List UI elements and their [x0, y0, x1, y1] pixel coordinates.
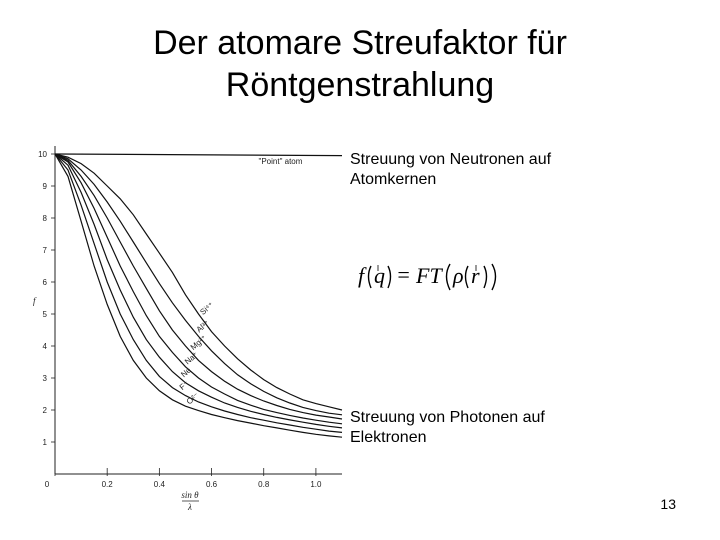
y-tick-label: 7 [42, 246, 47, 255]
formula-inner-paren-close [484, 266, 487, 288]
x-tick-label: 1.0 [310, 480, 322, 489]
formula-q: q [374, 263, 385, 288]
formula-paren-close [388, 266, 391, 288]
formula-ft: FT [416, 263, 442, 288]
y-tick-label: 10 [38, 150, 47, 159]
x-tick-label: 0.2 [101, 480, 113, 489]
series-label: F⁻ [177, 379, 191, 392]
formula-f: f [358, 263, 365, 288]
y-tick-label: 1 [42, 438, 47, 447]
y-tick-label: 3 [42, 374, 47, 383]
series-label: Mg²⁺ [188, 333, 209, 352]
formula-outer-paren-open [447, 264, 451, 290]
series-label: Na⁺ [182, 350, 200, 367]
formula-paren-open [369, 266, 372, 288]
formula-rho: ρ [453, 263, 464, 288]
formula-r: r [471, 263, 480, 288]
formula-inner-paren-open [466, 266, 469, 288]
series-label: Ne [179, 365, 193, 380]
x-tick-label: 0.6 [205, 480, 218, 489]
y-tick-label: 8 [42, 214, 47, 223]
y-tick-label: 5 [42, 310, 47, 319]
y-tick-label: 9 [42, 182, 47, 191]
x-tick-label: 0.8 [258, 480, 270, 489]
photon-scattering-note: Streuung von Photonen auf Elektronen [350, 409, 545, 446]
x-tick-label: 0 [44, 480, 50, 489]
formula-equals: = [396, 262, 411, 287]
slide-title: Der atomare Streufaktor für Röntgenstrahlung [153, 24, 567, 104]
x-axis-label-denominator: λ [188, 502, 192, 512]
series-label: Si⁴⁺ [198, 300, 216, 317]
formula-outer-paren-close [492, 264, 496, 290]
scattering-factor-chart [20, 124, 350, 516]
y-tick-label: 6 [42, 278, 47, 287]
formula [354, 254, 514, 294]
y-tick-label: 2 [42, 406, 47, 415]
series-label: Al³⁺ [194, 318, 212, 335]
y-tick-label: 4 [42, 342, 47, 351]
x-tick-label: 0.4 [153, 480, 165, 489]
neutron-scattering-note: Streuung von Neutronen auf Atomkernen [350, 151, 552, 188]
page-number: 13 [660, 496, 676, 512]
series-label: "Point" atom [258, 157, 303, 166]
series-label: O²⁻ [184, 391, 201, 407]
x-axis-label-numerator: sin θ [181, 490, 199, 500]
y-axis-label: f [33, 296, 36, 306]
